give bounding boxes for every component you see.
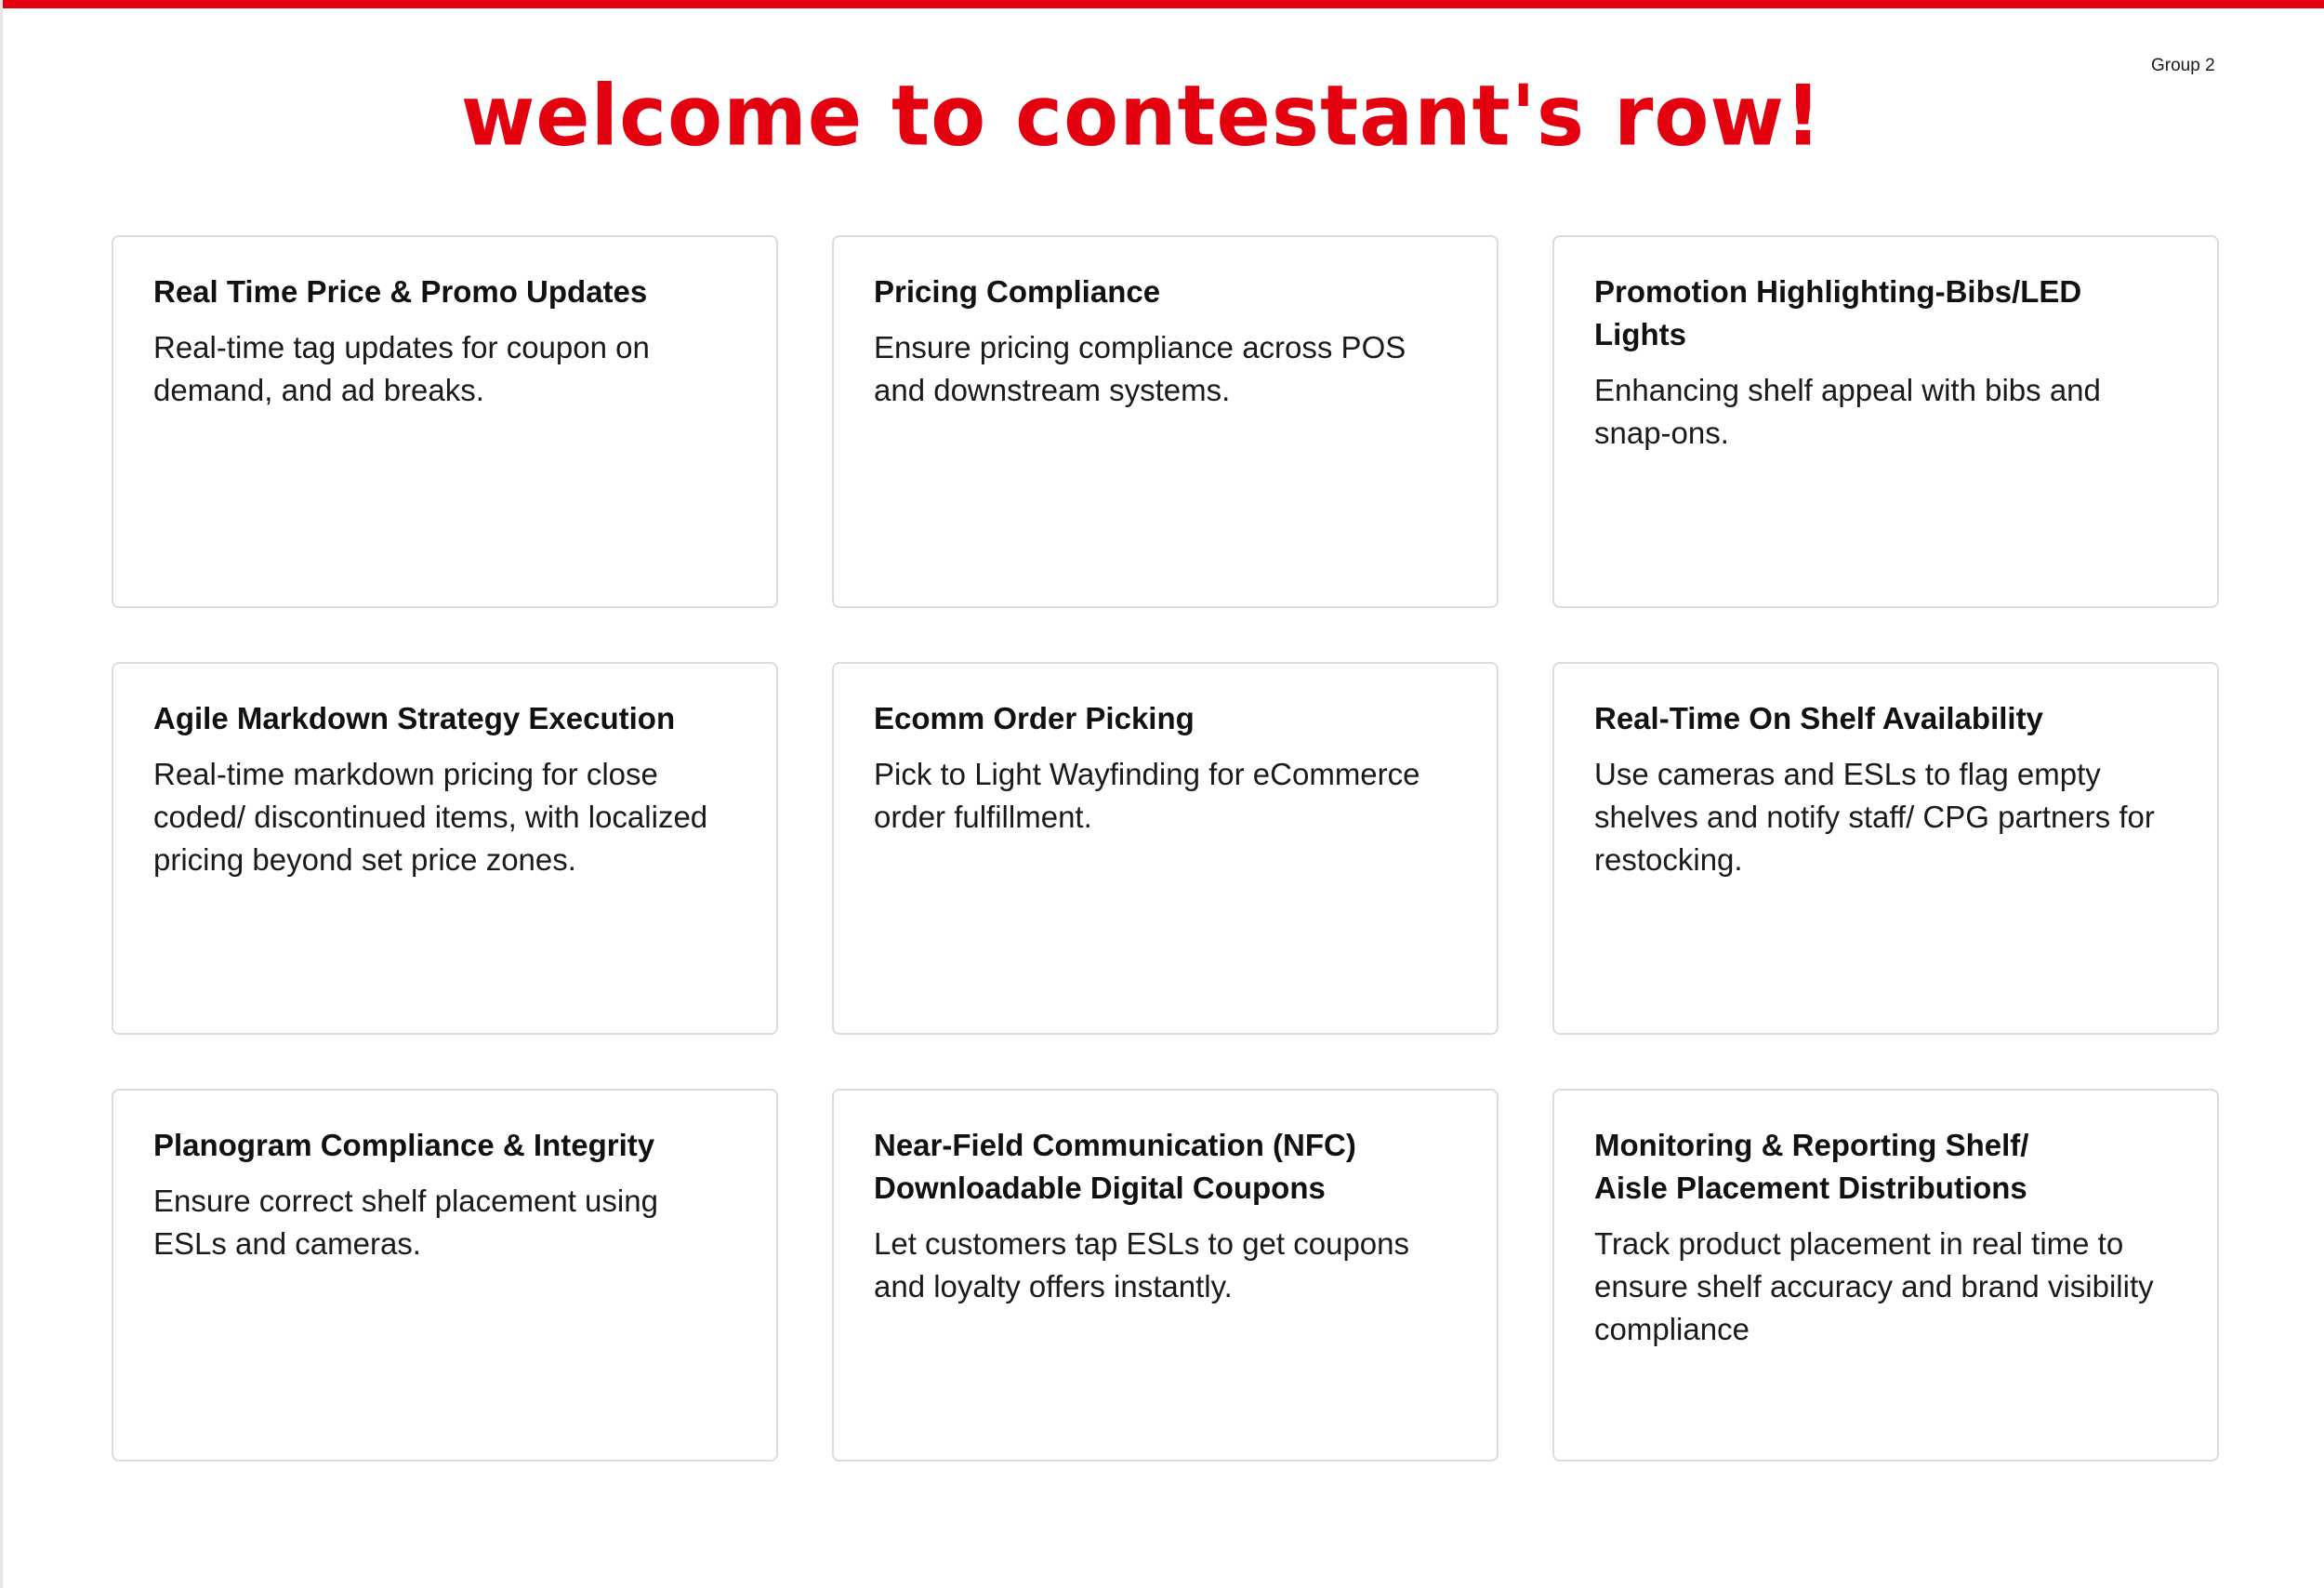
card-title: Promotion Highlighting-Bibs/LED Lights <box>1594 274 2082 351</box>
card-planogram-compliance <box>112 1089 778 1462</box>
group-label: Group 2 <box>2151 56 2215 75</box>
card-agile-markdown <box>112 662 778 1035</box>
top-accent-bar <box>3 0 2324 8</box>
card-grid <box>112 235 2218 1462</box>
card-description: Enhancing shelf appeal with bibs and snap-ons. <box>1594 373 2101 450</box>
card-title: Agile Markdown Strategy Execution <box>153 701 676 735</box>
card-title: Real Time Price & Promo Updates <box>153 274 648 309</box>
card-real-time-price-promo <box>112 235 778 608</box>
card-description: Real-time tag updates for coupon on demand, and ad breaks. <box>153 330 650 407</box>
card-description: Real-time markdown pricing for close coded/ discontinued items, with localized pricing beyond set price zones. <box>153 757 708 877</box>
card-description: Ensure pricing compliance across POS and downstream systems. <box>874 330 1406 407</box>
card-title: Planogram Compliance & Integrity <box>153 1128 655 1162</box>
card-title: Near-Field Communication (NFC) Downloadable Digital Coupons <box>874 1128 1356 1205</box>
card-promotion-highlighting <box>1552 235 2219 608</box>
card-title: Monitoring & Reporting Shelf/ Aisle Placement Distributions <box>1594 1128 2029 1205</box>
card-shelf-placement-monitoring <box>1552 1089 2219 1462</box>
card-description: Let customers tap ESLs to get coupons and loyalty offers instantly. <box>874 1226 1410 1303</box>
card-nfc-coupons <box>832 1089 1499 1462</box>
card-title: Real-Time On Shelf Availability <box>1594 701 2043 735</box>
card-pricing-compliance <box>832 235 1499 608</box>
card-title: Pricing Compliance <box>874 274 1161 309</box>
card-on-shelf-availability <box>1552 662 2219 1035</box>
card-description: Pick to Light Wayfinding for eCommerce order fulfillment. <box>874 757 1420 834</box>
card-description: Ensure correct shelf placement using ESLs and cameras. <box>153 1184 658 1261</box>
card-ecomm-order-picking <box>832 662 1499 1035</box>
card-description: Use cameras and ESLs to flag empty shelves and notify staff/ CPG partners for restocking. <box>1594 757 2155 877</box>
page-title: welcome to contestant's row! <box>460 67 1823 165</box>
card-title: Ecomm Order Picking <box>874 701 1195 735</box>
card-description: Track product placement in real time to ensure shelf accuracy and brand visibility compliance <box>1594 1226 2154 1346</box>
